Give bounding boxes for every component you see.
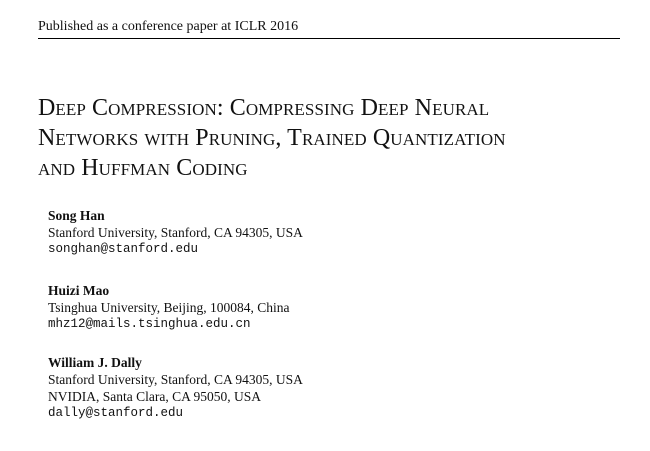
author-email[interactable]: mhz12@mails.tsinghua.edu.cn bbox=[48, 317, 251, 331]
author-affiliation: Stanford University, Stanford, CA 94305, USA bbox=[48, 225, 303, 240]
venue-header: Published as a conference paper at ICLR 2016 bbox=[38, 18, 620, 39]
author-name: William J. Dally bbox=[48, 355, 142, 370]
author-email[interactable]: dally@stanford.edu bbox=[48, 406, 184, 420]
title-line: Networks with Pruning, Trained Quantization bbox=[38, 125, 506, 151]
author-affiliation: Stanford University, Stanford, CA 94305, USA bbox=[48, 372, 303, 387]
author-email[interactable]: songhan@stanford.edu bbox=[48, 242, 199, 256]
paper-title bbox=[38, 93, 628, 183]
author-name: Song Han bbox=[48, 208, 105, 223]
author-affiliation: Tsinghua University, Beijing, 100084, China bbox=[48, 300, 290, 315]
title-line: Deep Compression: Compressing Deep Neural bbox=[38, 95, 490, 121]
author-affiliation: NVIDIA, Santa Clara, CA 95050, USA bbox=[48, 389, 261, 404]
author-name: Huizi Mao bbox=[48, 283, 110, 298]
author-block bbox=[48, 282, 608, 333]
author-block bbox=[48, 207, 608, 258]
title-line: and Huffman Coding bbox=[38, 155, 248, 181]
author-block bbox=[48, 354, 608, 422]
